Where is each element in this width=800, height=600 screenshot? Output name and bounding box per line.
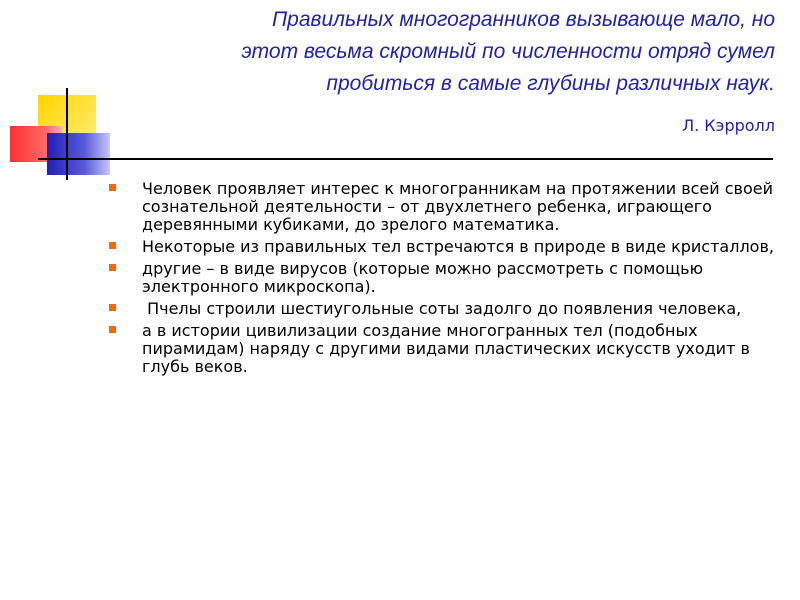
list-item xyxy=(108,180,783,234)
title-divider-line xyxy=(38,158,773,160)
logo-vertical-line xyxy=(66,88,68,180)
list-item-text: Некоторые из правильных тел встречаются в природе в виде кристаллов, xyxy=(142,237,774,256)
epigraph-quote xyxy=(120,4,775,100)
list-item xyxy=(108,322,783,376)
logo-blue-square xyxy=(47,133,110,175)
square-bullet-icon xyxy=(109,264,116,271)
square-bullet-icon xyxy=(109,242,116,249)
quote-line: этот весьма скромный по численности отряд сумел xyxy=(241,40,775,63)
square-bullet-icon xyxy=(109,184,116,191)
list-item xyxy=(108,260,783,296)
quote-author: Л. Кэрролл xyxy=(682,116,775,135)
square-bullet-icon xyxy=(109,326,116,333)
square-bullet-icon xyxy=(109,304,116,311)
list-item-text: Человек проявляет интерес к многогранникам на протяжении всей своей сознательной деятельности – от двухлетнего ребенка, играющего деревянными кубиками, до зрелого математика. xyxy=(142,179,779,234)
list-item-text: Пчелы строили шестиугольные соты задолго до появления человека, xyxy=(142,299,742,318)
bullet-list xyxy=(108,180,783,380)
list-item xyxy=(108,300,783,318)
list-item-text: а в истории цивилизации создание многогранных тел (подобных пирамидам) наряду с другими видами пластических искусств уходит в глубь веков. xyxy=(142,321,755,376)
quote-line: пробиться в самые глубины различных наук. xyxy=(326,72,775,95)
quote-line: Правильных многогранников вызывающе мало, но xyxy=(271,8,775,31)
list-item xyxy=(108,238,783,256)
list-item-text: другие – в виде вирусов (которые можно рассмотреть с помощью электронного микроскопа). xyxy=(142,259,709,296)
